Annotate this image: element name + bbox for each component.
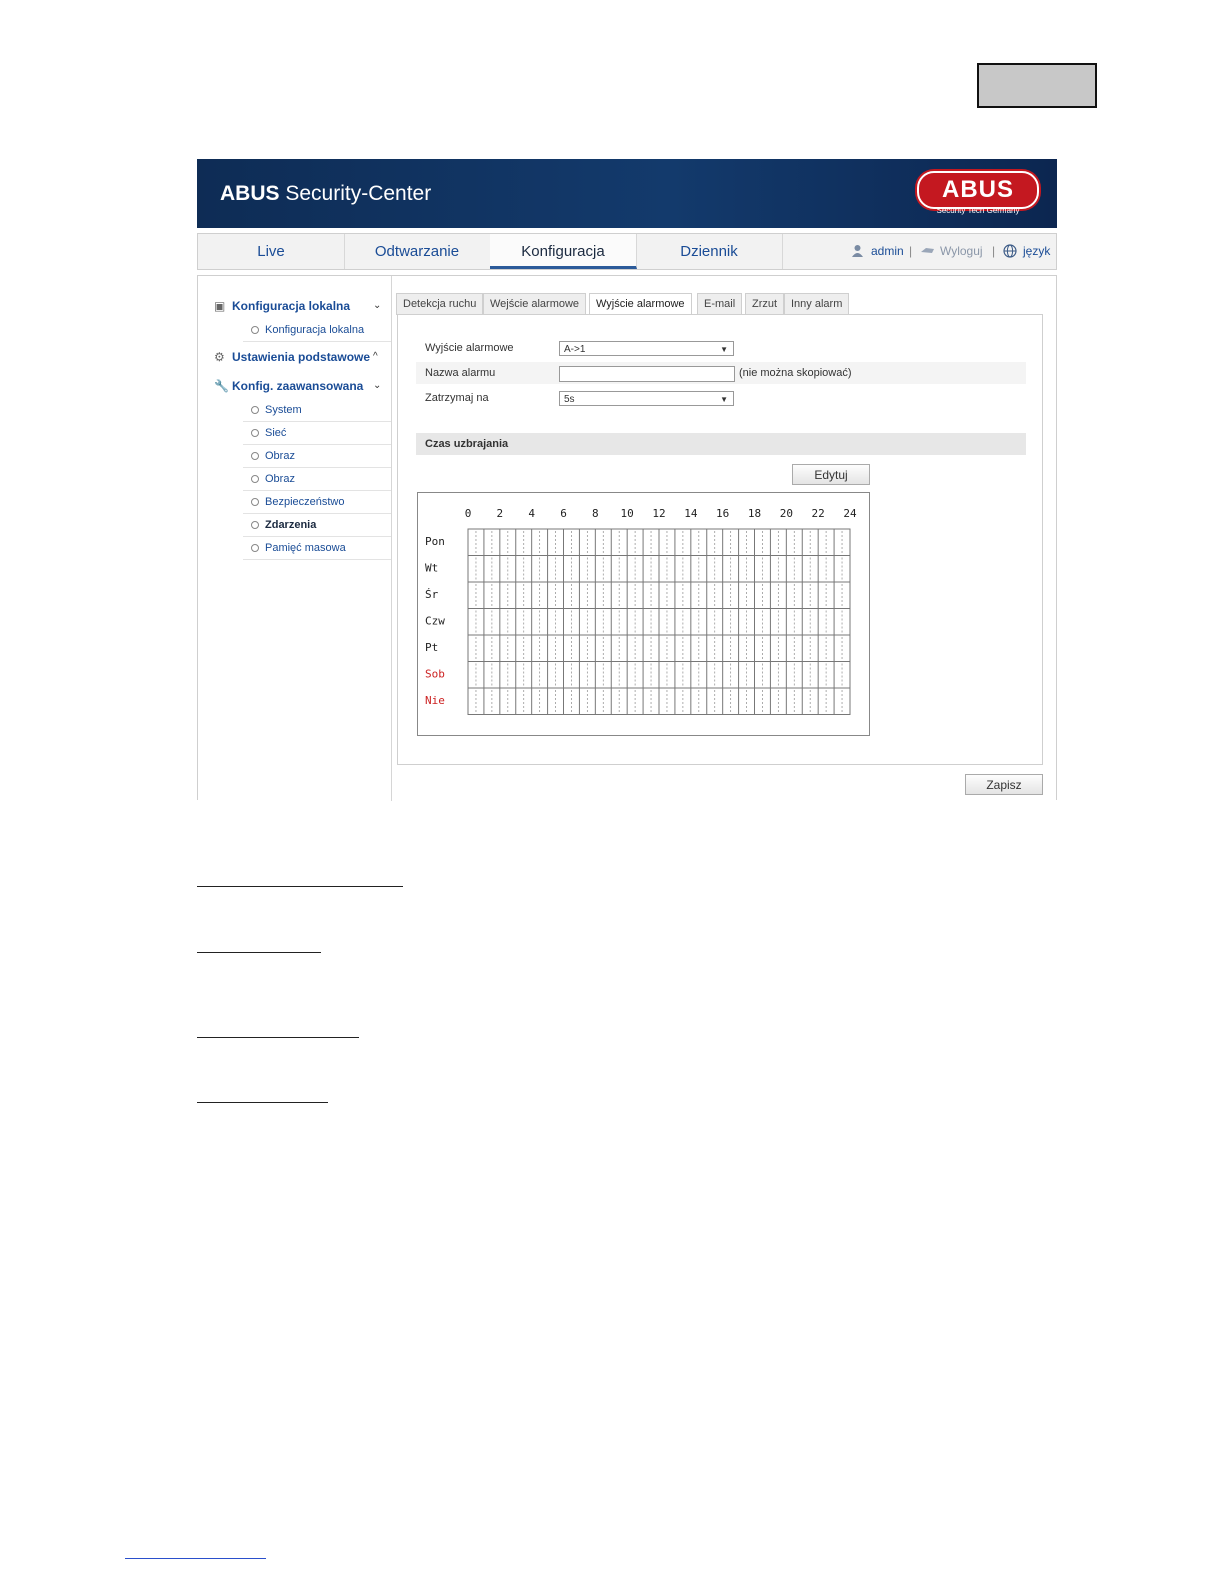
tab-alarm-input[interactable]: Wejście alarmowe xyxy=(483,293,586,315)
language-link[interactable]: język xyxy=(1023,244,1051,258)
schedule-grid xyxy=(418,493,869,735)
nav-tab-playback[interactable]: Odtwarzanie xyxy=(344,234,491,269)
tab-snapshot[interactable]: Zrzut xyxy=(745,293,784,315)
abus-logo: ABUS xyxy=(917,171,1039,209)
bullet-icon xyxy=(251,452,259,460)
heading-underline xyxy=(197,886,403,887)
bullet-icon xyxy=(251,544,259,552)
tab-email[interactable]: E-mail xyxy=(697,293,742,315)
sidebar-item-image-2[interactable]: Obraz xyxy=(243,469,391,491)
app-window xyxy=(197,159,1057,800)
app-title: ABUS Security-Center xyxy=(220,182,432,205)
logout-icon xyxy=(920,244,935,259)
main-nav xyxy=(197,233,1057,270)
hour-label: 12 xyxy=(652,507,666,520)
heading-underline xyxy=(197,1037,359,1038)
sidebar-basic-settings[interactable]: ⚙ Ustawienia podstawowe xyxy=(214,350,371,364)
hour-label: 10 xyxy=(620,507,634,520)
chevron-down-icon[interactable]: ⌄ xyxy=(373,380,382,391)
footer-link xyxy=(125,1558,266,1559)
sidebar-item-events[interactable]: Zdarzenia xyxy=(243,515,391,537)
hour-label: 0 xyxy=(464,507,472,520)
day-label: Sob xyxy=(425,667,445,681)
user-icon xyxy=(851,244,864,260)
arming-time-header: Czas uzbrajania xyxy=(416,433,1026,455)
hour-label: 2 xyxy=(496,507,504,520)
bullet-icon xyxy=(251,406,259,414)
save-button[interactable]: Zapisz xyxy=(965,774,1043,795)
hour-label: 6 xyxy=(560,507,567,520)
sidebar-item-security[interactable]: Bezpieczeństwo xyxy=(243,492,391,514)
sidebar-item-system[interactable]: System xyxy=(243,400,391,422)
bullet-icon xyxy=(251,521,259,529)
day-label: Pt xyxy=(425,641,439,654)
sidebar-advanced-config[interactable]: 🔧 Konfig. zaawansowana xyxy=(214,379,364,393)
tab-other-alarm[interactable]: Inny alarm xyxy=(784,293,849,315)
nav-tab-configuration[interactable]: Konfiguracja xyxy=(490,234,637,269)
hour-label: 8 xyxy=(592,507,599,520)
hour-label: 20 xyxy=(779,507,793,520)
alarm-name-label: Nazwa alarmu xyxy=(425,367,496,379)
hour-label: 18 xyxy=(747,507,762,520)
logout-link[interactable]: Wyloguj xyxy=(940,244,983,258)
user-link[interactable]: admin xyxy=(871,244,904,258)
bullet-icon xyxy=(251,475,259,483)
sidebar-item-image[interactable]: Obraz xyxy=(243,446,391,468)
chevron-down-icon[interactable]: ⌄ xyxy=(373,300,382,311)
dropdown-arrow-icon: ▼ xyxy=(720,395,728,404)
logo-tagline: Security Tech Germany xyxy=(936,206,1020,215)
hour-label: 22 xyxy=(811,507,825,520)
alarm-output-label: Wyjście alarmowe xyxy=(425,342,514,354)
page-number-box xyxy=(977,63,1097,108)
hour-label: 24 xyxy=(843,507,857,520)
alarm-output-select[interactable]: A->1 ▼ xyxy=(559,341,734,356)
arming-schedule[interactable] xyxy=(417,492,870,736)
bullet-icon xyxy=(251,326,259,334)
tab-alarm-output[interactable]: Wyjście alarmowe xyxy=(589,293,692,315)
gear-icon: ⚙ xyxy=(214,350,225,364)
day-label: Nie xyxy=(425,694,445,707)
nav-tab-log[interactable]: Dziennik xyxy=(636,234,783,269)
dropdown-arrow-icon: ▼ xyxy=(720,345,728,354)
nav-tab-live[interactable]: Live xyxy=(198,234,345,269)
sidebar xyxy=(198,276,392,801)
chevron-up-icon[interactable]: ^ xyxy=(373,351,378,362)
alarm-name-note: (nie można skopiować) xyxy=(739,367,852,379)
day-label: Śr xyxy=(425,588,439,601)
heading-underline xyxy=(197,952,321,953)
delay-label: Zatrzymaj na xyxy=(425,392,489,404)
alarm-output-panel xyxy=(397,314,1043,765)
hour-label: 16 xyxy=(716,507,730,520)
nav-separator: | xyxy=(992,244,996,258)
day-label: Czw xyxy=(425,614,445,628)
hour-label: 14 xyxy=(684,507,698,520)
globe-icon xyxy=(1003,244,1017,261)
sidebar-item-storage[interactable]: Pamięć masowa xyxy=(243,538,391,560)
day-label: Pon xyxy=(425,535,445,548)
sidebar-item-network[interactable]: Sieć xyxy=(243,423,391,445)
header-banner xyxy=(197,159,1057,228)
nav-separator: | xyxy=(909,244,913,258)
heading-underline xyxy=(197,1102,328,1103)
monitor-icon: ▣ xyxy=(214,299,226,313)
bullet-icon xyxy=(251,498,259,506)
day-label: Wt xyxy=(425,561,439,575)
sidebar-item-local-config[interactable]: Konfiguracja lokalna xyxy=(243,320,391,342)
delay-select[interactable]: 5s ▼ xyxy=(559,391,734,406)
hour-label: 4 xyxy=(528,507,535,520)
bullet-icon xyxy=(251,429,259,437)
wrench-icon: 🔧 xyxy=(214,379,229,393)
sidebar-local-config[interactable]: ▣ Konfiguracja lokalna xyxy=(214,299,351,313)
tab-motion-detection[interactable]: Detekcja ruchu xyxy=(396,293,483,315)
content-frame xyxy=(197,275,1057,800)
edit-button[interactable]: Edytuj xyxy=(792,464,870,485)
alarm-name-input[interactable] xyxy=(559,366,735,382)
